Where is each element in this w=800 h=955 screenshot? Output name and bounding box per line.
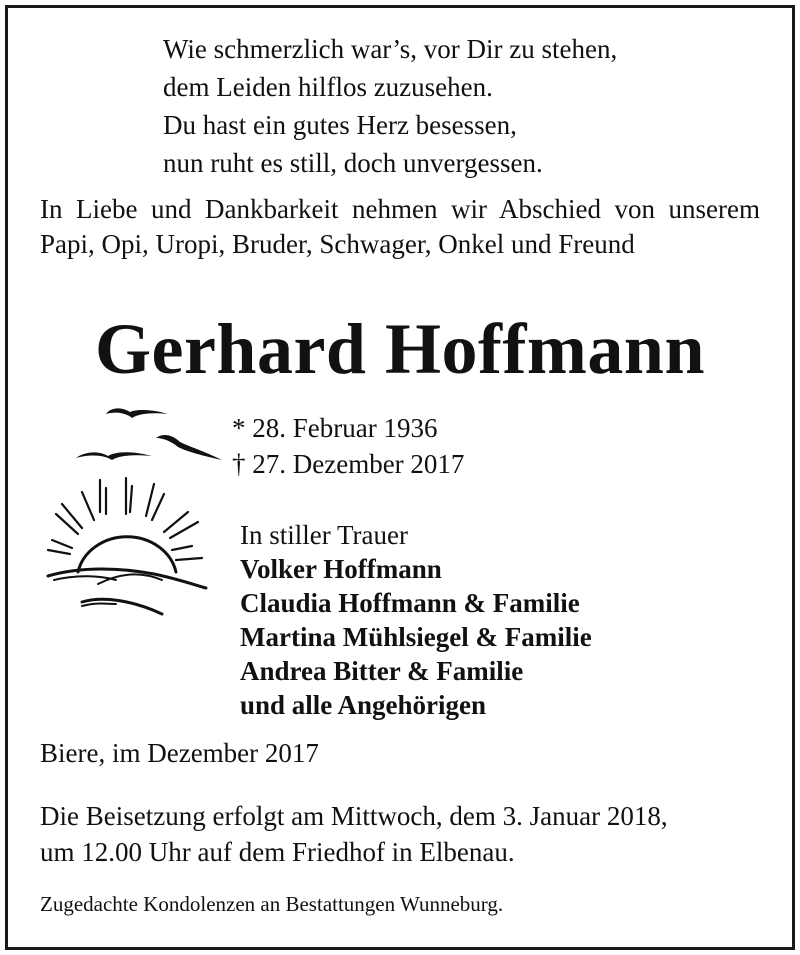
mourner-name: Claudia Hoffmann & Familie — [240, 588, 580, 618]
poem-line: Wie schmerzlich war’s, vor Dir zu stehen, — [163, 34, 618, 64]
mourner-name: und alle Angehörigen — [240, 690, 487, 720]
mourners-block — [240, 518, 592, 722]
mourners-heading: In stiller Trauer — [240, 520, 408, 550]
funeral-info — [40, 798, 668, 870]
mourner-name: Martina Mühlsiegel & Familie — [240, 622, 592, 652]
mourner-name: Andrea Bitter & Familie — [240, 656, 524, 686]
poem-line: Du hast ein gutes Herz besessen, — [163, 110, 517, 140]
poem-line: dem Leiden hilflos zuzusehen. — [163, 72, 493, 102]
sunset-icon — [42, 476, 218, 620]
funeral-line: um 12.00 Uhr auf dem Friedhof in Elbenau. — [40, 837, 515, 867]
mourner-name: Volker Hoffmann — [240, 554, 442, 584]
poem-line: nun ruht es still, doch unvergessen. — [163, 148, 543, 178]
funeral-line: Die Beisetzung erfolgt am Mittwoch, dem 3. Januar 2018, — [40, 801, 668, 831]
condolences-note: Zugedachte Kondolenzen an Bestattungen Wunneburg. — [40, 892, 504, 916]
life-dates — [232, 410, 464, 482]
memorial-poem — [163, 30, 617, 182]
deceased-name: Gerhard Hoffmann — [95, 309, 705, 389]
death-date: † 27. Dezember 2017 — [232, 449, 465, 479]
birds-icon — [70, 400, 230, 472]
farewell-intro: In Liebe und Dankbarkeit nehmen wir Abschied von unserem Papi, Opi, Uropi, Bruder, Schwager, Onkel und Freund — [40, 194, 760, 259]
birth-date: * 28. Februar 1936 — [232, 413, 438, 443]
place-date: Biere, im Dezember 2017 — [40, 738, 319, 768]
